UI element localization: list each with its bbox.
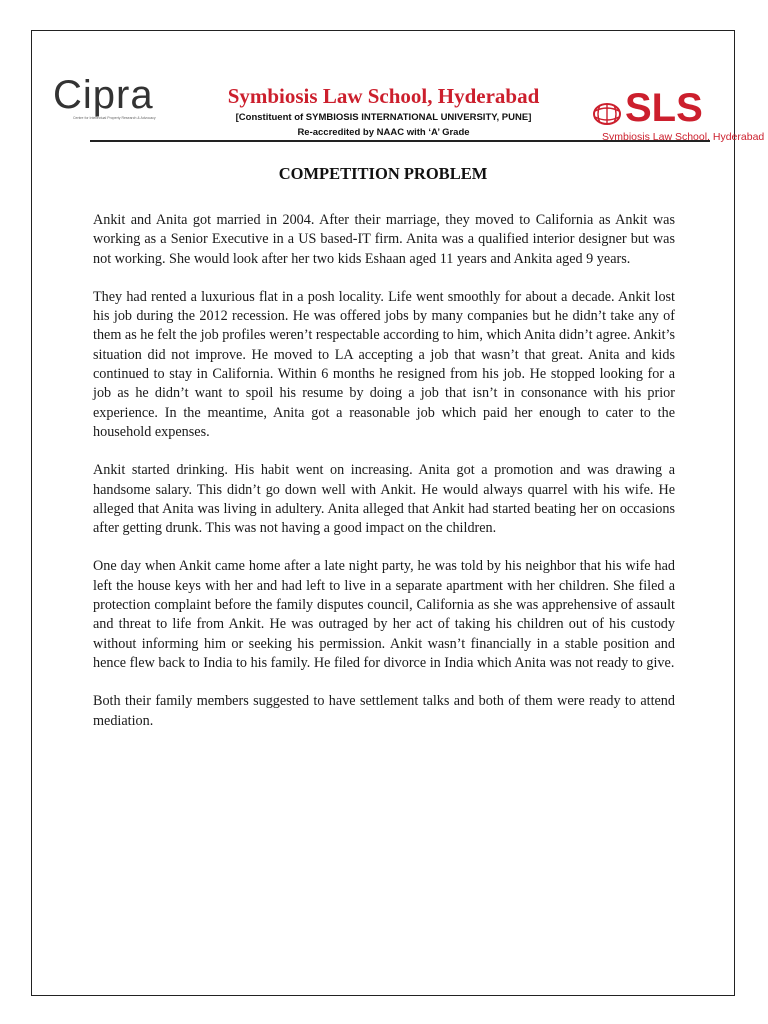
document-title: COMPETITION PROBLEM: [278, 164, 488, 183]
constituent-line: [Constituent of SYMBIOSIS INTERNATIONAL UNIVERSITY, PUNE]: [235, 112, 532, 123]
paragraph-5: Both their family members suggested to have settlement talks and both of them were ready to attend mediation.: [93, 693, 675, 729]
school-name: Symbiosis Law School, Hyderabad: [227, 84, 540, 108]
header-divider: [90, 140, 710, 142]
accreditation-line: Re-accredited by NAAC with ‘A’ Grade: [297, 127, 470, 138]
cipra-logo-text: Cipra: [53, 73, 154, 117]
paragraph-2: They had rented a luxurious flat in a posh locality. Life went smoothly for about a decade. Ankit lost his job during the 2012 recession. He was offered jobs by many companies but he didn’t take any of them as he felt the job profiles weren’t respectable according to him, which Anita didn’t agree. Ankit’s situation did not improve. He moved to LA accepting a job that wasn’t that great. Anita and kids continued to stay in California. Within 6 months he resigned from his job. He stopped looking for a job as he didn’t want to spoil his resume by doing a job that isn’t in consonance with his prior experience. In the meantime, Anita got a reasonable job which paid her enough to cater to the household expenses.: [93, 288, 675, 440]
letterhead: [31, 30, 765, 145]
cipra-logo: [53, 72, 193, 122]
sls-logo-subtitle: Symbiosis Law School, Hyderabad: [602, 131, 765, 143]
cipra-logo-tagline: Centre for Intellectual Property Research & Advocacy: [73, 116, 156, 120]
paragraph-1: Ankit and Anita got married in 2004. After their marriage, they moved to California as Ankit was working as a Senior Executive in a US based-IT firm. Anita was a qualified interior designer but was not working. She would look after her two kids Eshaan aged 11 years and Ankita aged 9 years.: [93, 212, 675, 267]
sls-logo-text: SLS: [625, 86, 703, 130]
paragraph-4: One day when Ankit came home after a late night party, he was told by his neighbor that his wife had left the house keys with her and had left to live in a separate apartment with her children. She filed a protection complaint before the family disputes council, California as she was apprehensive of assault and threat to life from Ankit. He was outraged by her act of taking his children out of his custody without informing him or seeking his permission. Ankit wasn’t financially in a stable position and hence flew back to India to his family. He filed for divorce in India which Anita was not ready to give.: [93, 558, 675, 671]
sls-logo: [591, 72, 765, 143]
document-body: [93, 211, 675, 750]
sls-globe-icon: [592, 102, 622, 126]
paragraph-3: Ankit started drinking. His habit went on increasing. Anita got a promotion and was drawing a handsome salary. This didn’t go down well with Ankit. He would always quarrel with his wife. He alleged that Anita was living in adultery. Anita alleged that Ankit had started beating her on occasions after getting drunk. This was not having a good impact on the children.: [93, 462, 675, 537]
